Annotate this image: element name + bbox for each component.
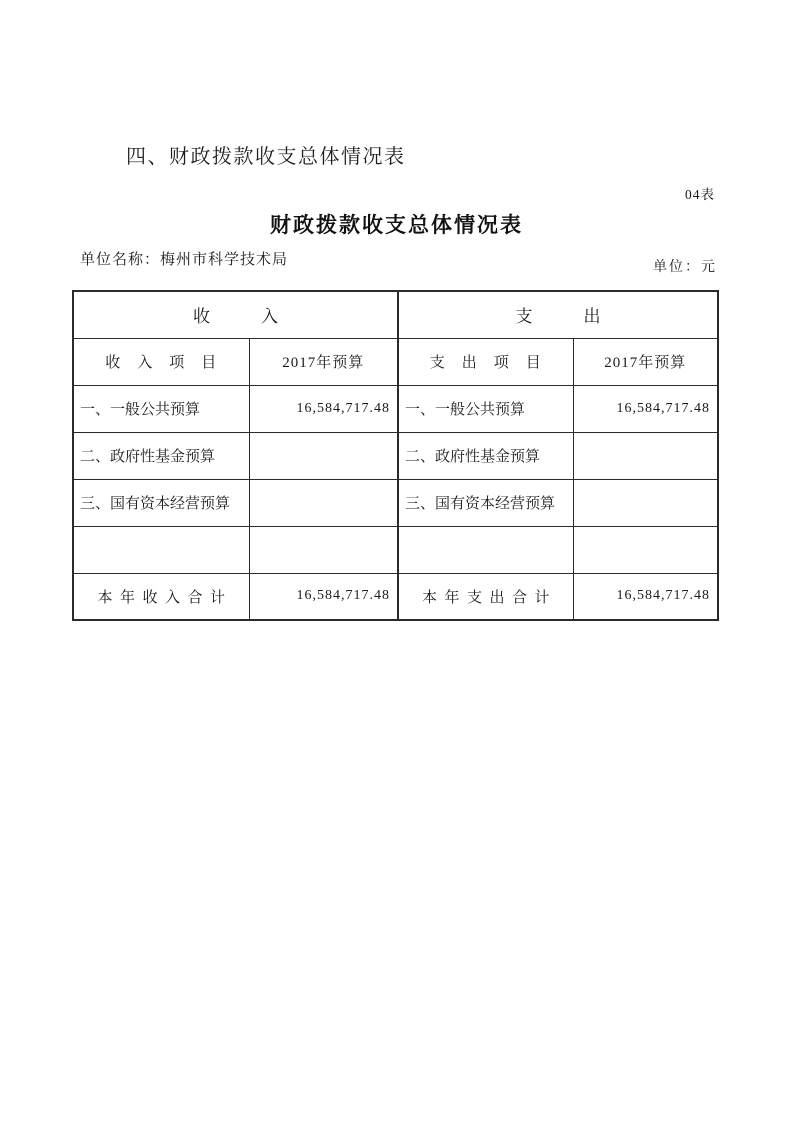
expenditure-total-label: 本 年 支 出 合 计 bbox=[398, 573, 573, 620]
expenditure-value-cell: 16,584,717.48 bbox=[573, 385, 718, 432]
unit-name: 单位名称：梅州市科学技术局 bbox=[80, 252, 289, 268]
expenditure-value-cell bbox=[573, 432, 718, 479]
expenditure-item-cell bbox=[398, 526, 573, 573]
income-item-cell bbox=[73, 526, 249, 573]
column-header-row bbox=[73, 338, 718, 385]
expenditure-value-cell bbox=[573, 479, 718, 526]
expenditure-budget-header: 2017年预算 bbox=[573, 338, 718, 385]
income-value-cell bbox=[249, 479, 398, 526]
unit-of-measure: 单位：元 bbox=[653, 260, 717, 275]
expenditure-value-cell bbox=[573, 526, 718, 573]
table-number: 04表 bbox=[685, 187, 715, 202]
expenditure-item-header: 支 出 项 目 bbox=[398, 338, 573, 385]
income-item-cell: 三、国有资本经营预算 bbox=[73, 479, 249, 526]
expenditure-item-cell: 二、政府性基金预算 bbox=[398, 432, 573, 479]
expenditure-item-cell: 三、国有资本经营预算 bbox=[398, 479, 573, 526]
expenditure-total-value: 16,584,717.48 bbox=[573, 573, 718, 620]
table-row bbox=[73, 479, 718, 526]
income-item-cell: 一、一般公共预算 bbox=[73, 385, 249, 432]
income-value-cell bbox=[249, 432, 398, 479]
expenditure-group-header: 支 出 bbox=[398, 291, 718, 338]
income-group-header: 收 入 bbox=[73, 291, 398, 338]
income-budget-header: 2017年预算 bbox=[249, 338, 398, 385]
section-heading: 四、财政拨款收支总体情况表 bbox=[126, 146, 406, 168]
table-title: 财政拨款收支总体情况表 bbox=[270, 214, 523, 237]
income-total-value: 16,584,717.48 bbox=[249, 573, 398, 620]
table-row-empty bbox=[73, 526, 718, 573]
table-row bbox=[73, 432, 718, 479]
income-item-cell: 二、政府性基金预算 bbox=[73, 432, 249, 479]
expenditure-item-cell: 一、一般公共预算 bbox=[398, 385, 573, 432]
group-header-row bbox=[73, 291, 718, 338]
income-value-cell: 16,584,717.48 bbox=[249, 385, 398, 432]
income-total-label: 本 年 收 入 合 计 bbox=[73, 573, 249, 620]
income-item-header: 收 入 项 目 bbox=[73, 338, 249, 385]
table-row bbox=[73, 385, 718, 432]
income-value-cell bbox=[249, 526, 398, 573]
total-row bbox=[73, 573, 718, 620]
budget-table bbox=[72, 290, 719, 621]
